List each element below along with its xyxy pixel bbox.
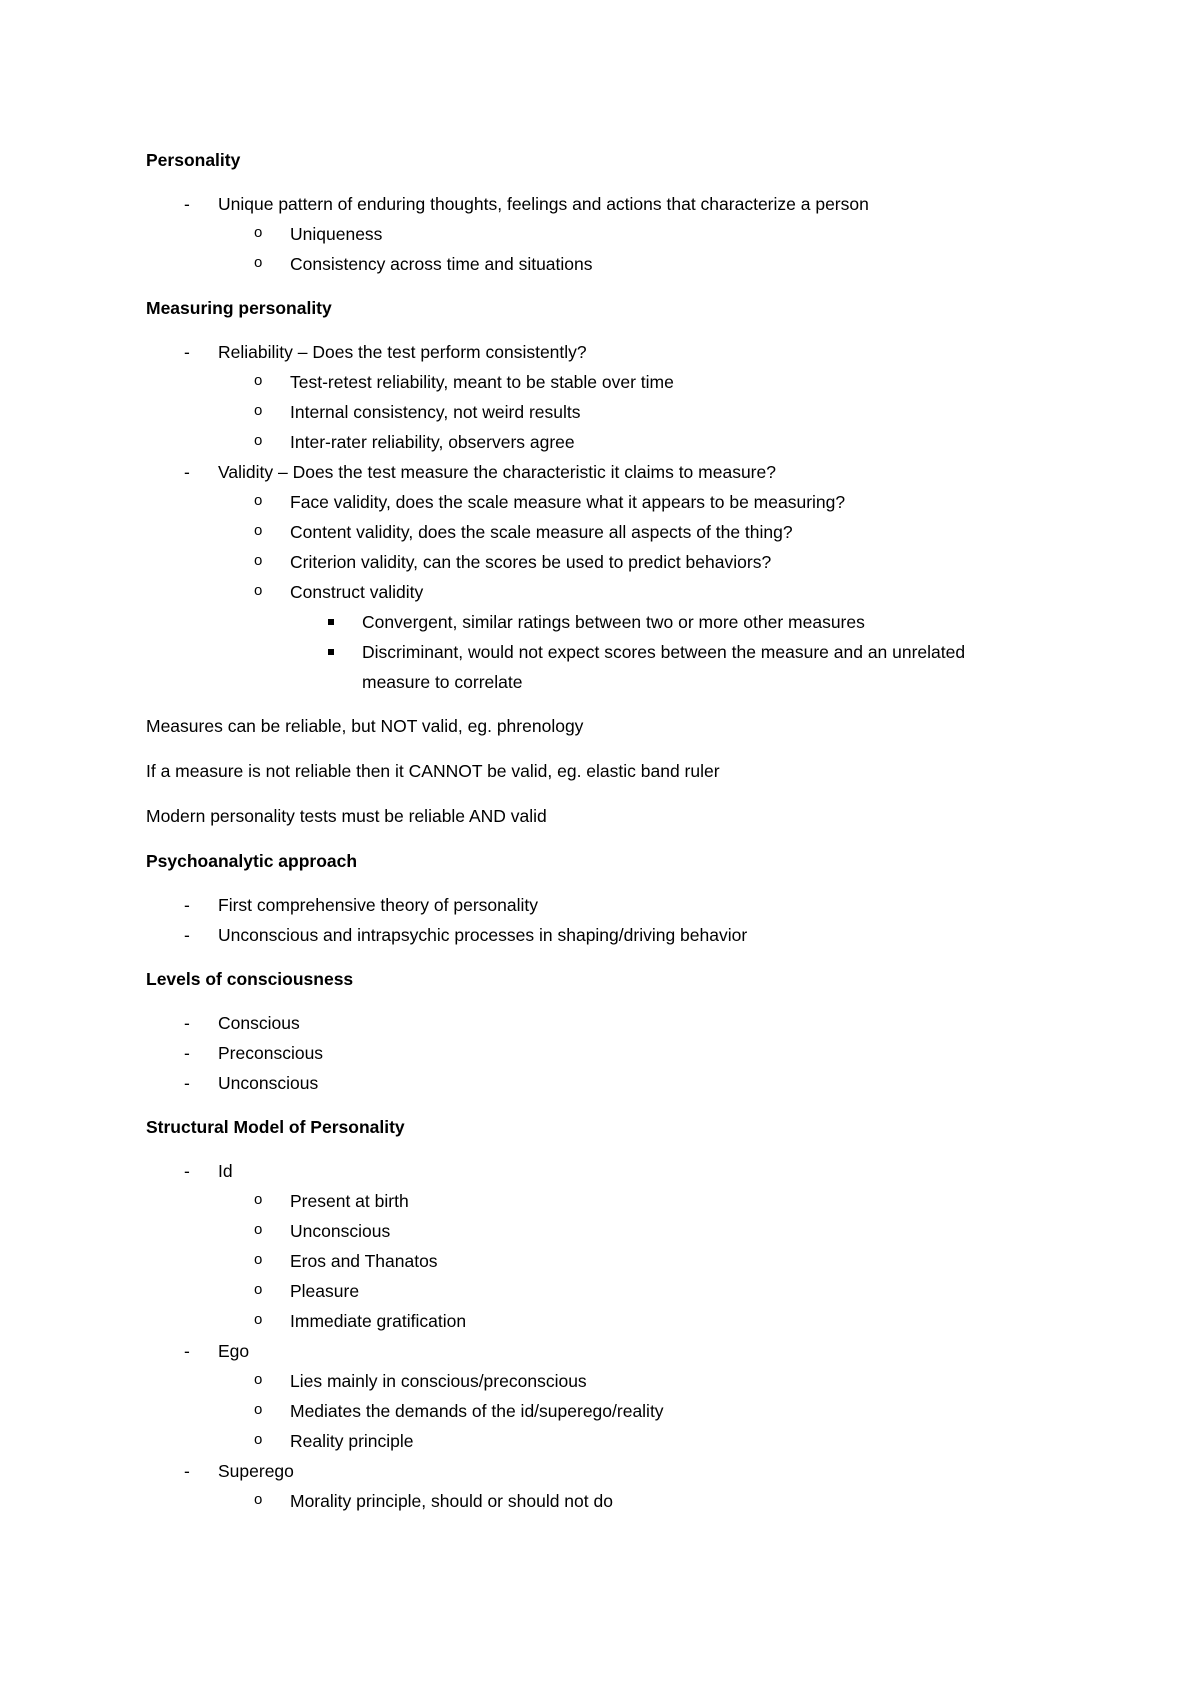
sub-item-text: Criterion validity, can the scores be used to predict behaviors? xyxy=(290,552,772,572)
paragraph: Modern personality tests must be reliable AND valid xyxy=(146,806,547,826)
list-item xyxy=(146,1456,1066,1516)
sub-list-item xyxy=(218,577,1066,697)
circle-bullet: o xyxy=(254,1191,263,1208)
sub-item-text: Present at birth xyxy=(290,1191,409,1211)
circle-bullet: o xyxy=(254,1251,263,1268)
circle-bullet: o xyxy=(254,372,263,389)
sub-list xyxy=(218,1366,1066,1456)
square-bullet xyxy=(328,649,334,655)
sub-item-text: Face validity, does the scale measure what it appears to be measuring? xyxy=(290,492,846,512)
sub-list-item xyxy=(218,1276,1066,1306)
personality-list xyxy=(146,189,1066,279)
paragraph: Measures can be reliable, but NOT valid, eg. phrenology xyxy=(146,716,584,736)
list-item xyxy=(146,1008,1066,1038)
list-item-text: Unconscious and intrapsychic processes in shaping/driving behavior xyxy=(218,925,748,945)
circle-bullet: o xyxy=(254,402,263,419)
sub-sub-list-item xyxy=(290,607,1066,637)
circle-bullet: o xyxy=(254,432,263,449)
list-item-text: Unique pattern of enduring thoughts, feelings and actions that characterize a person xyxy=(218,194,869,214)
circle-bullet: o xyxy=(254,1401,263,1418)
dash-bullet: - xyxy=(184,1341,190,1361)
sub-item-text: Inter-rater reliability, observers agree xyxy=(290,432,575,452)
dash-bullet: - xyxy=(184,1073,190,1093)
sub-item-text: Reality principle xyxy=(290,1431,414,1451)
sub-sub-list-item xyxy=(290,637,1066,697)
sub-list xyxy=(218,1186,1066,1336)
sub-list xyxy=(218,367,1066,457)
list-item xyxy=(146,1068,1066,1098)
list-item-text: Unconscious xyxy=(218,1073,319,1093)
sub-item-text: Content validity, does the scale measure all aspects of the thing? xyxy=(290,522,793,542)
dash-bullet: - xyxy=(184,895,190,915)
dash-bullet: - xyxy=(184,462,190,482)
dash-bullet: - xyxy=(184,1161,190,1181)
circle-bullet: o xyxy=(254,552,263,569)
levels-list xyxy=(146,1008,1066,1098)
sub-list xyxy=(218,1486,1066,1516)
sub-list-item xyxy=(218,1396,1066,1426)
heading-personality: Personality xyxy=(146,150,241,170)
list-item-text: Validity – Does the test measure the characteristic it claims to measure? xyxy=(218,462,776,482)
dash-bullet: - xyxy=(184,342,190,362)
circle-bullet: o xyxy=(254,1281,263,1298)
sub-item-text: Lies mainly in conscious/preconscious xyxy=(290,1371,587,1391)
sub-list-item xyxy=(218,1246,1066,1276)
list-item xyxy=(146,890,1066,920)
sub-item-text: Internal consistency, not weird results xyxy=(290,402,581,422)
sub-item-text: Unconscious xyxy=(290,1221,391,1241)
document-content xyxy=(146,145,1066,1530)
square-bullet xyxy=(328,619,334,625)
dash-bullet: - xyxy=(184,925,190,945)
circle-bullet: o xyxy=(254,224,263,241)
sub-list-item xyxy=(218,1306,1066,1336)
structural-list xyxy=(146,1156,1066,1516)
sub-list-item xyxy=(218,1426,1066,1456)
sub-list-item xyxy=(218,517,1066,547)
psychoanalytic-list xyxy=(146,890,1066,950)
sub-item-text: Uniqueness xyxy=(290,224,383,244)
sub-sub-list xyxy=(290,607,1066,697)
circle-bullet: o xyxy=(254,1491,263,1508)
list-item-text: Conscious xyxy=(218,1013,300,1033)
list-item xyxy=(146,1156,1066,1336)
sub-sub-item-text: Convergent, similar ratings between two or more other measures xyxy=(362,612,865,632)
list-item-text: Ego xyxy=(218,1341,250,1361)
heading-structural-model: Structural Model of Personality xyxy=(146,1117,405,1137)
circle-bullet: o xyxy=(254,582,263,599)
circle-bullet: o xyxy=(254,1431,263,1448)
dash-bullet: - xyxy=(184,1461,190,1481)
sub-item-text: Mediates the demands of the id/superego/reality xyxy=(290,1401,664,1421)
circle-bullet: o xyxy=(254,522,263,539)
heading-measuring-personality: Measuring personality xyxy=(146,298,332,318)
list-item-text: First comprehensive theory of personality xyxy=(218,895,538,915)
circle-bullet: o xyxy=(254,492,263,509)
sub-item-text: Consistency across time and situations xyxy=(290,254,593,274)
sub-item-text: Pleasure xyxy=(290,1281,360,1301)
sub-list-item xyxy=(218,1486,1066,1516)
sub-item-text: Morality principle, should or should not do xyxy=(290,1491,613,1511)
sub-item-text: Test-retest reliability, meant to be stable over time xyxy=(290,372,674,392)
sub-list-item xyxy=(218,397,1066,427)
list-item xyxy=(146,920,1066,950)
paragraph: If a measure is not reliable then it CANNOT be valid, eg. elastic band ruler xyxy=(146,761,720,781)
sub-item-text: Eros and Thanatos xyxy=(290,1251,438,1271)
list-item-text: Superego xyxy=(218,1461,294,1481)
circle-bullet: o xyxy=(254,254,263,271)
sub-sub-item-text: Discriminant, would not expect scores between the measure and an unrelated measure to correlate xyxy=(362,642,966,692)
sub-list-item xyxy=(218,1216,1066,1246)
list-item xyxy=(146,337,1066,457)
circle-bullet: o xyxy=(254,1311,263,1328)
sub-list-item xyxy=(218,547,1066,577)
sub-list-item xyxy=(218,1186,1066,1216)
sub-list xyxy=(218,219,1066,279)
measuring-list xyxy=(146,337,1066,697)
circle-bullet: o xyxy=(254,1221,263,1238)
list-item-text: Reliability – Does the test perform consistently? xyxy=(218,342,587,362)
sub-list-item xyxy=(218,1366,1066,1396)
sub-item-text: Immediate gratification xyxy=(290,1311,467,1331)
sub-list xyxy=(218,487,1066,697)
list-item-text: Preconscious xyxy=(218,1043,324,1063)
sub-list-item xyxy=(218,219,1066,249)
sub-list-item xyxy=(218,427,1066,457)
list-item xyxy=(146,457,1066,697)
circle-bullet: o xyxy=(254,1371,263,1388)
sub-list-item xyxy=(218,367,1066,397)
dash-bullet: - xyxy=(184,1013,190,1033)
sub-item-text: Construct validity xyxy=(290,582,424,602)
list-item xyxy=(146,189,1066,279)
heading-levels-of-consciousness: Levels of consciousness xyxy=(146,969,354,989)
sub-list-item xyxy=(218,249,1066,279)
list-item xyxy=(146,1038,1066,1068)
list-item xyxy=(146,1336,1066,1456)
list-item-text: Id xyxy=(218,1161,233,1181)
dash-bullet: - xyxy=(184,194,190,214)
sub-list-item xyxy=(218,487,1066,517)
heading-psychoanalytic-approach: Psychoanalytic approach xyxy=(146,851,358,871)
dash-bullet: - xyxy=(184,1043,190,1063)
